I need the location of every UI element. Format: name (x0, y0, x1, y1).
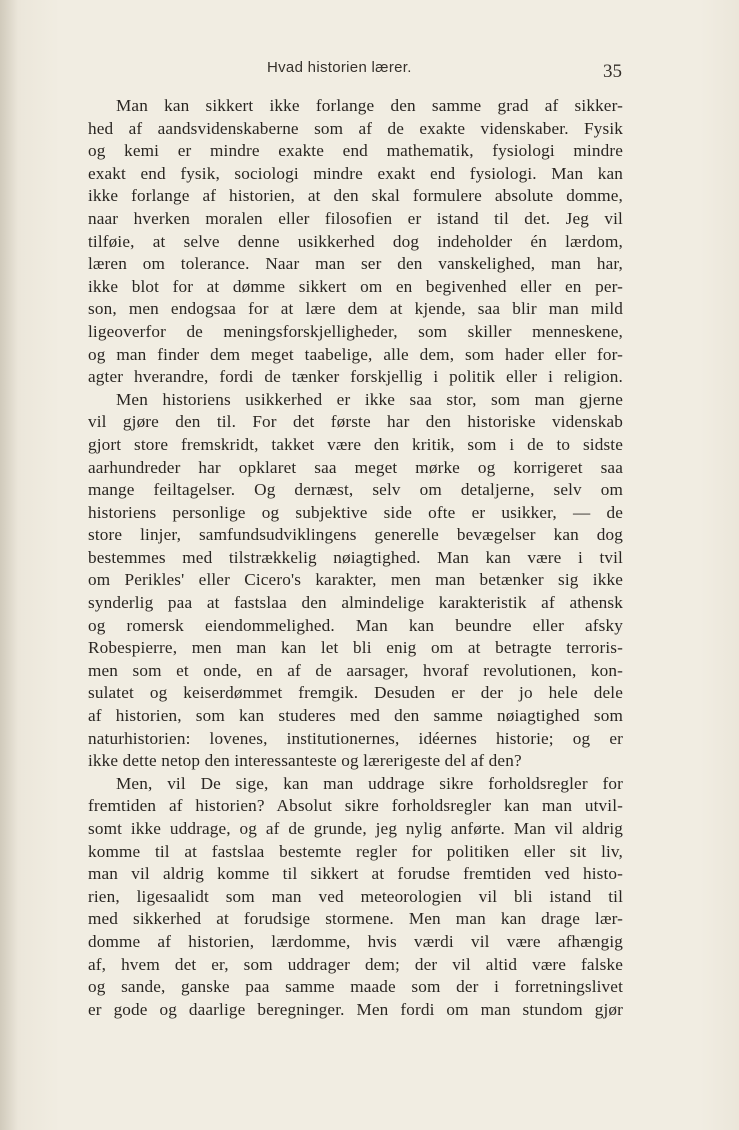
text-line: son, men endogsaa for at lære dem at kjende, saa blir man mild (88, 299, 623, 319)
text-line: naar hverken moralen eller filosofien er istand til det. Jeg vil (88, 208, 623, 228)
text-line: mange feiltagelser. Og dernæst, selv om detaljerne, selv om (88, 480, 623, 500)
text-line: af, hvem det er, som uddrager dem; der vil altid være falske (88, 954, 623, 974)
text-line: tilføie, at selve denne usikkerhed dog indeholder én lærdom, (88, 231, 623, 251)
text-line: Men historiens usikkerhed er ikke saa stor, som man gjerne (116, 389, 623, 409)
text-line: man vil aldrig komme til sikkert at forudse fremtiden ved histo- (88, 864, 623, 884)
text-line: bestemmes med tilstrækkelig nøiagtighed. Man kan være i tvil (88, 547, 623, 567)
text-line: naturhistorien: lovenes, institutionernes, idéernes historie; og er (88, 728, 623, 748)
text-line: Man kan sikkert ikke forlange den samme grad af sikker- (116, 96, 623, 115)
text-line: ligeoverfor de meningsforskjelligheder, som skiller menneskene, (88, 321, 623, 341)
text-line: om Perikles' eller Cicero's karakter, men man betænker sig ikke (88, 570, 623, 590)
text-line: Men, vil De sige, kan man uddrage sikre forholdsregler for (116, 773, 623, 793)
text-line: exakt end fysik, sociologi mindre exakt end fysiologi. Man kan (88, 163, 623, 183)
text-line: af historien, som kan studeres med den samme nøiagtighed som (88, 706, 623, 726)
text-line: store linjer, samfundsudviklingens generelle bevægelser kan dog (88, 525, 623, 545)
text-line: somt ikke uddrage, og af de grunde, jeg nylig anførte. Man vil aldrig (88, 819, 623, 838)
text-line: Robespierre, men man kan let bli enig om at betragte terroris- (88, 638, 623, 658)
text-line: aarhundreder har opklaret saa meget mørke og korrigeret saa (88, 457, 623, 477)
text-line: og man finder dem meget taabelige, alle dem, som hader eller for- (88, 344, 623, 364)
text-line: er gode og daarlige beregninger. Men fordi om man stundom gjør (88, 999, 623, 1019)
running-title: Hvad historien lærer. (267, 59, 412, 76)
text-line: ikke blot for at dømme sikkert om en begivenhed eller en per- (88, 276, 623, 296)
text-line: domme af historien, lærdomme, hvis værdi vil være afhængig (88, 931, 623, 951)
text-line: og kemi er mindre exakte end mathematik, fysiologi mindre (88, 141, 623, 161)
text-line: sulatet og keiserdømmet fremgik. Desuden er der jo hele dele (88, 683, 623, 703)
text-line: gjort store fremskridt, takket være den kritik, som i de to sidste (88, 434, 623, 454)
page-gutter-shadow (0, 0, 18, 1130)
text-line: rien, ligesaalidt som man ved meteorologien vil bli istand til (88, 886, 623, 906)
text-line: synderlig paa at fastslaa den almindelige karakteristik af athensk (88, 593, 623, 613)
text-line: fremtiden af historien? Absolut sikre forholdsregler kan man utvil- (88, 796, 623, 816)
text-line: ikke forlange af historien, at den skal formulere absolute domme, (88, 186, 623, 206)
page-number: 35 (603, 61, 622, 82)
text-line: vil gjøre den til. For det første har den historiske videnskab (88, 412, 623, 432)
text-line: historiens personlige og subjektive side ofte er usikker, — de (88, 502, 623, 522)
text-line: med sikkerhed at forudsige stormene. Men man kan drage lær- (88, 909, 623, 929)
text-line: og sande, ganske paa samme maade som der i forretningslivet (88, 977, 623, 997)
text-line: komme til at fastslaa bestemte regler for politiken eller sit liv, (88, 841, 623, 861)
text-line: hed af aandsvidenskaberne som af de exakte videnskaber. Fysik (88, 118, 623, 138)
running-head (0, 56, 739, 80)
body-text (88, 95, 623, 1021)
text-line: ikke dette netop den interessanteste og lærerigeste del af den? (88, 751, 522, 771)
text-line: agter hverandre, fordi de tænker forskjellig i politik eller i religion. (88, 367, 623, 387)
text-line: læren om tolerance. Naar man ser den vanskelighed, man har, (88, 254, 623, 274)
text-line: men som et onde, en af de aarsager, hvoraf revolutionen, kon- (88, 660, 623, 680)
text-line: og romersk eiendommelighed. Man kan beundre eller afsky (88, 615, 623, 635)
